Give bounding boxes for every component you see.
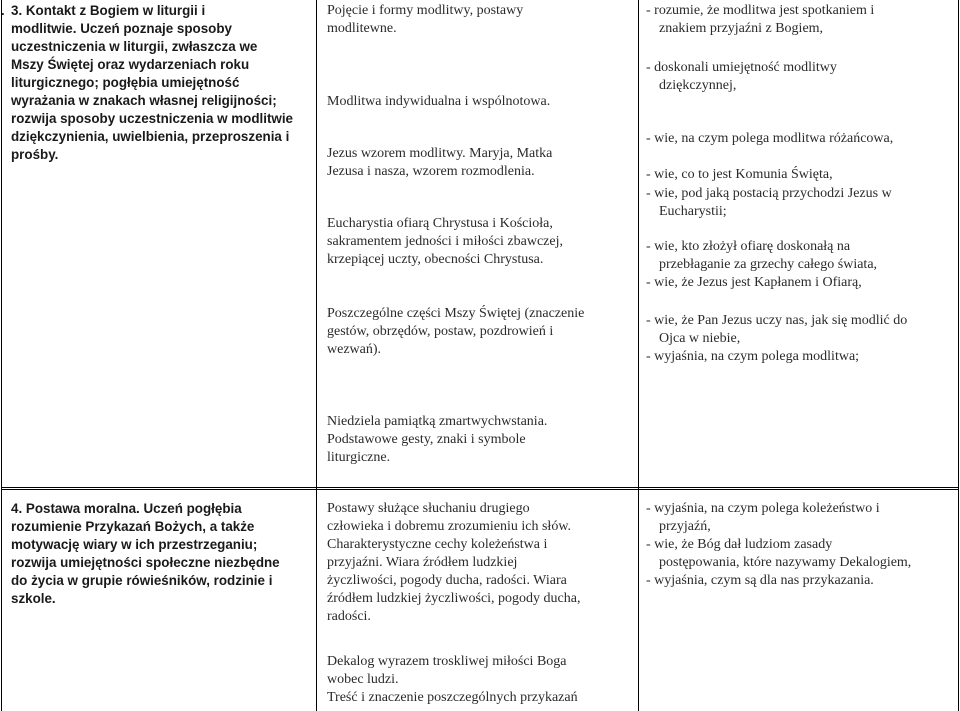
content-line: Eucharystia ofiarą Chrystusa i Kościoła,: [327, 216, 553, 231]
row1-bullet: .: [1, 3, 5, 18]
content-paragraph: [327, 653, 578, 707]
content-line: Modlitwa indywidualna i wspólnotowa.: [327, 94, 551, 109]
outcome-line: - wie, co to jest Komunia Święta,: [646, 167, 833, 182]
content-line: modlitewne.: [327, 21, 397, 36]
outcome-item: [646, 572, 956, 590]
content-line: Jezusa i nasza, wzorem rozmodlenia.: [327, 164, 535, 179]
topic-line: rozwija umiejętności społeczne niezbędne: [11, 555, 280, 570]
topic-line: motywację wiary w ich przestrzeganiu;: [11, 537, 258, 552]
content-line: krzepiącej uczty, obecności Chrystusa.: [327, 252, 544, 267]
outcome-line: - wie, kto złożył ofiarę doskonałą na: [646, 239, 851, 254]
column-divider-2: [638, 0, 639, 711]
content-paragraph: [327, 145, 552, 181]
content-paragraph: [327, 2, 523, 38]
content-line: Niedziela pamiątką zmartwychwstania.: [327, 414, 548, 429]
topic-line: wyrażania w znakach własnej religijności;: [11, 93, 277, 108]
topic-line: modlitwie. Uczeń poznaje sposoby: [11, 21, 232, 36]
content-line: radości.: [327, 609, 371, 624]
topic-line: prośby.: [11, 147, 59, 162]
outcome-item: [646, 2, 874, 38]
content-line: gestów, obrzędów, postaw, pozdrowień i: [327, 324, 554, 339]
outcome-line: - doskonali umiejętność modlitwy: [646, 60, 837, 75]
outcome-item: [646, 59, 837, 95]
content-line: wezwań).: [327, 342, 382, 357]
content-line: człowieka i dobremu zrozumieniu ich słów.: [327, 519, 572, 534]
outcome-item: [646, 536, 956, 572]
outcome-line: znakiem przyjaźni z Bogiem,: [659, 21, 824, 36]
content-line: Charakterystyczne cechy koleżeństwa i: [327, 537, 548, 552]
outcome-item: [646, 166, 833, 184]
content-paragraph: [327, 93, 550, 111]
content-line: Dekalog wyrazem troskliwej miłości Boga: [327, 654, 567, 669]
outcome-item: [646, 500, 956, 536]
content-line: sakramentem jedności i miłości zbawczej,: [327, 234, 563, 249]
content-line: Podstawowe gesty, znaki i symbole: [327, 432, 526, 447]
topic-line: rozumienie Przykazań Bożych, a także: [11, 519, 255, 534]
row2-outcomes-cell: [646, 500, 956, 590]
content-line: przyjaźni. Wiara źródłem ludzkiej: [327, 555, 518, 570]
topic-line: 4. Postawa moralna. Uczeń pogłębia: [11, 501, 242, 516]
content-paragraph: [327, 215, 563, 269]
outcome-item: [646, 348, 859, 366]
outcome-line: - wie, że Pan Jezus uczy nas, jak się modlić do: [646, 313, 908, 328]
outcome-line: - wyjaśnia, czym są dla nas przykazania.: [646, 573, 874, 588]
outcome-line: - wie, że Bóg dał ludziom zasady: [646, 537, 833, 552]
content-line: Pojęcie i formy modlitwy, postawy: [327, 3, 524, 18]
outcome-item: [646, 274, 862, 292]
outcome-line: Ojca w niebie,: [659, 331, 741, 346]
content-line: życzliwości, pogody ducha, radości. Wiara: [327, 573, 567, 588]
content-line: wobec ludzi.: [327, 672, 399, 687]
outcome-item: [646, 312, 907, 348]
outcome-line: postępowania, które nazywamy Dekalogiem,: [659, 555, 912, 570]
topic-line: do życia w grupie rówieśników, rodzinie i: [11, 573, 273, 588]
outcome-line: dziękczynnej,: [659, 78, 737, 93]
table-border-left: [1, 0, 2, 711]
outcome-item: [646, 130, 893, 148]
outcome-line: - wyjaśnia, na czym polega modlitwa;: [646, 349, 860, 364]
content-line: Postawy służące słuchaniu drugiego: [327, 501, 530, 516]
topic-line: liturgicznego; pogłębia umiejętność: [11, 75, 240, 90]
row-divider: [1, 487, 959, 488]
outcome-item: [646, 238, 877, 274]
table-border-right: [958, 0, 959, 711]
content-line: Jezus wzorem modlitwy. Maryja, Matka: [327, 146, 553, 161]
outcome-item: [646, 185, 892, 221]
outcome-line: Eucharystii;: [659, 204, 727, 219]
row1-topic-cell: [1, 2, 313, 164]
topic-line: 3. Kontakt z Bogiem w liturgii i: [11, 3, 206, 18]
column-divider-1: [316, 0, 317, 711]
topic-line: szkole.: [11, 591, 56, 606]
outcome-line: - wyjaśnia, na czym polega koleżeństwo i: [646, 501, 880, 516]
content-paragraph: [327, 500, 580, 626]
content-line: liturgiczne.: [327, 450, 391, 465]
row-divider: [1, 489, 959, 490]
content-paragraph: [327, 413, 547, 467]
content-line: Treść i znaczenie poszczególnych przykazań: [327, 690, 578, 705]
content-line: źródłem ludzkiej życzliwości, pogody ducha,: [327, 591, 581, 606]
outcome-line: - rozumie, że modlitwa jest spotkaniem i: [646, 3, 875, 18]
outcome-line: przebłaganie za grzechy całego świata,: [659, 257, 878, 272]
content-paragraph: [327, 305, 584, 359]
outcome-line: przyjaźń,: [659, 519, 711, 534]
content-line: Poszczególne części Mszy Świętej (znaczenie: [327, 306, 585, 321]
row2-topic-cell: [11, 500, 313, 608]
topic-line: dziękczynienia, uwielbienia, przeproszenia i: [11, 129, 290, 144]
outcome-line: - wie, na czym polega modlitwa różańcowa,: [646, 131, 894, 146]
topic-line: uczestniczenia w liturgii, zwłaszcza we: [11, 39, 258, 54]
outcome-line: - wie, pod jaką postacią przychodzi Jezus w: [646, 186, 892, 201]
topic-line: Mszy Świętej oraz wydarzeniach roku: [11, 57, 250, 72]
outcome-line: - wie, że Jezus jest Kapłanem i Ofiarą,: [646, 275, 862, 290]
topic-line: rozwija sposoby uczestniczenia w modlitwie: [11, 111, 294, 126]
